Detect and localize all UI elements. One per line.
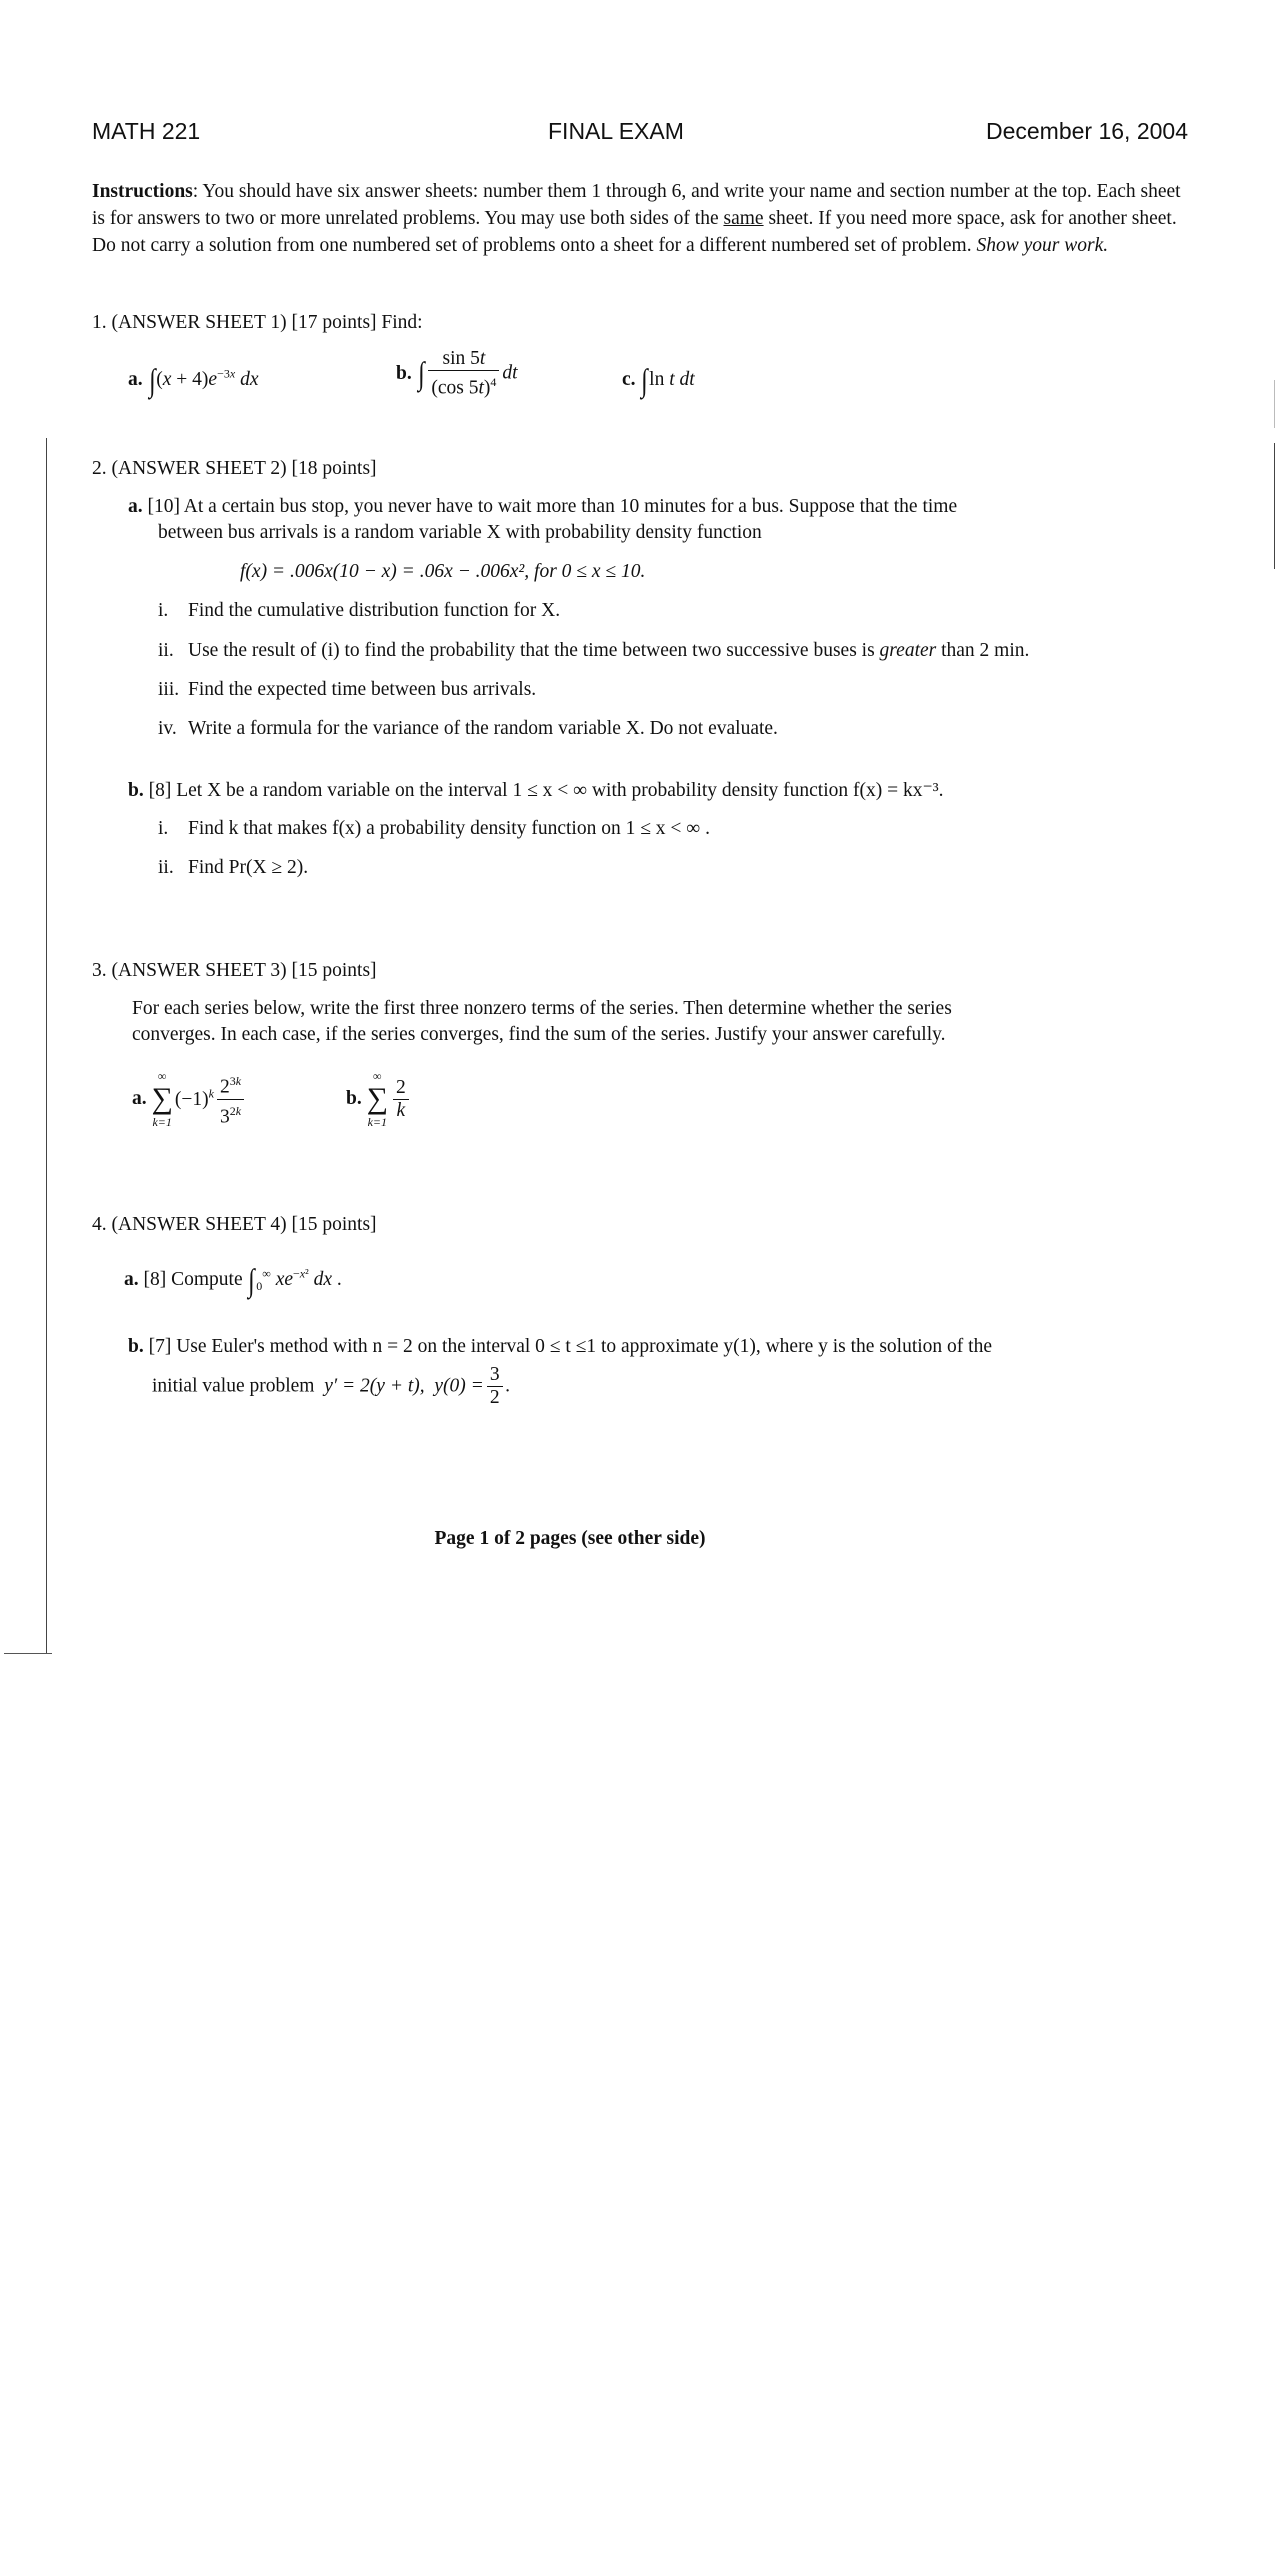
instructions [92,178,1192,259]
problem-2a-i-label: i. [158,600,169,621]
margin-line-left [46,438,47,1654]
problem-3b-expression: ∞ ∑ k=1 $\frac{2}{k}$ [367,1087,412,1108]
problem-4-heading: 4. (ANSWER SHEET 4) [15 points] [92,1214,377,1235]
problem-2b [128,778,943,802]
problem-2b-i [158,818,710,840]
problem-2b-label: b. [128,780,144,801]
instructions-text-1: : You should have six answer sheets: number them 1 through 6, and write your name and section number at the top. Each sheet is for answers to two or more unrelated problems. You may use both sides of the [92,181,1181,229]
problem-1-heading: 1. (ANSWER SHEET 1) [17 points] Find: [92,312,423,333]
problem-4b-ivp [152,1364,510,1409]
problem-2a-iii [158,679,536,701]
problem-2a-iv [158,718,778,740]
problem-2a-i [158,600,560,622]
problem-2a [128,496,957,518]
problem-4b-text-2: initial value problem [152,1375,315,1397]
exam-date: December 16, 2004 [985,118,1188,144]
page-footer: Page 1 of 2 pages (see other side) [434,1528,706,1549]
problem-2b-ii [158,857,308,879]
problem-3-text-1: For each series below, write the first three nonzero terms of the series. Then determine whether the series [132,998,952,1019]
problem-1b-label: b. [396,362,412,384]
problem-2b-ii-label: ii. [158,857,174,878]
problem-4b-label: b. [128,1336,144,1357]
problem-4a-text: [8] Compute [143,1268,243,1290]
problem-1c [622,362,695,399]
exam-title: FINAL EXAM [548,118,684,144]
problem-3-text-2: converges. In each case, if the series converges, find the sum of the series. Justify your answer carefully. [132,1024,946,1045]
problem-1b-expression: ∫ $\frac{\sin 5t}{(\cos 5t)^4}$ dt [417,348,518,399]
problem-1a-label: a. [128,368,143,390]
problem-1a [128,362,258,399]
course-name: MATH 221 [92,118,201,144]
problem-2a-text-1: [10] At a certain bus stop, you never have to wait more than 10 minutes for a bus. Suppose that the time [147,496,958,517]
problem-2a-ii-text-2: than 2 min. [936,640,1030,661]
margin-line-right-faint [1274,380,1275,428]
problem-2a-iv-label: iv. [158,718,177,739]
problem-1b [396,348,518,400]
problem-2a-i-text: Find the cumulative distribution function for X. [188,600,561,621]
problem-2a-text-2: between bus arrivals is a random variable X with probability density function [158,522,762,543]
problem-2b-i-text: Find k that makes f(x) a probability density function on 1 ≤ x < ∞ . [188,818,710,839]
problem-2a-ii-label: ii. [158,640,174,661]
problem-1a-expression: $\int(x + 4)e^{-3x}$ dx [148,362,259,398]
problem-2b-text: [8] Let X be a random variable on the interval 1 ≤ x < ∞ with probability density function f(x) = kx⁻³. [148,780,944,801]
problem-4b-text: [7] Use Euler's method with n = 2 on the interval 0 ≤ t ≤1 to approximate y(1), where y is the solution of the [148,1336,992,1357]
margin-tick-bottom [4,1653,52,1654]
problem-2b-i-label: i. [158,818,169,839]
problem-2-heading: 2. (ANSWER SHEET 2) [18 points] [92,458,377,479]
problem-4b-expression: y′ = 2(y + t), y(0) = $\frac{3}{2}$ . [319,1364,511,1408]
problem-4a-expression: $\int_0^\infty$ $xe^{-x^2}$ dx . [248,1262,342,1298]
problem-3-heading: 3. (ANSWER SHEET 3) [15 points] [92,960,377,981]
problem-3b [346,1068,412,1130]
instructions-label: Instructions [92,181,193,202]
problem-3b-label: b. [346,1088,362,1109]
problem-2a-ii-text-1: Use the result of (i) to find the probability that the time between two successive buses is [188,640,880,661]
exam-header [92,118,1188,148]
problem-2b-ii-text: Find Pr(X ≥ 2). [188,857,309,878]
instructions-same: same [723,208,764,229]
problem-3a-label: a. [132,1088,147,1109]
instructions-show-work: Show your work. [976,235,1109,256]
problem-4a-label: a. [124,1268,139,1290]
problem-2a-ii [158,640,1029,662]
problem-2a-pdf: f(x) = .006x(10 − x) = .06x − .006x², for 0 ≤ x ≤ 10. [240,561,646,582]
instructions-text-2: sheet. If you need more space, ask for another sheet. Do not carry a solution from one numbered set of problems onto a sheet for a different numbered set of problem. [92,208,1177,256]
problem-4b [128,1336,992,1358]
problem-2a-iii-label: iii. [158,679,180,700]
problem-2a-iii-text: Find the expected time between bus arrivals. [188,679,537,700]
problem-2a-ii-greater: greater [879,640,937,661]
problem-4a [124,1262,342,1299]
margin-line-right [1274,443,1275,569]
problem-3a [132,1068,247,1130]
problem-2a-iv-text: Write a formula for the variance of the random variable X. Do not evaluate. [188,718,778,739]
problem-2a-label: a. [128,496,143,517]
problem-1c-expression: ∫ln t dt [641,362,695,398]
problem-1c-label: c. [622,368,636,390]
problem-3a-expression: ∞ ∑ k=1 $(-1)^k$ $\frac{2^{3k}}{3^{2k}}$ [152,1087,248,1108]
